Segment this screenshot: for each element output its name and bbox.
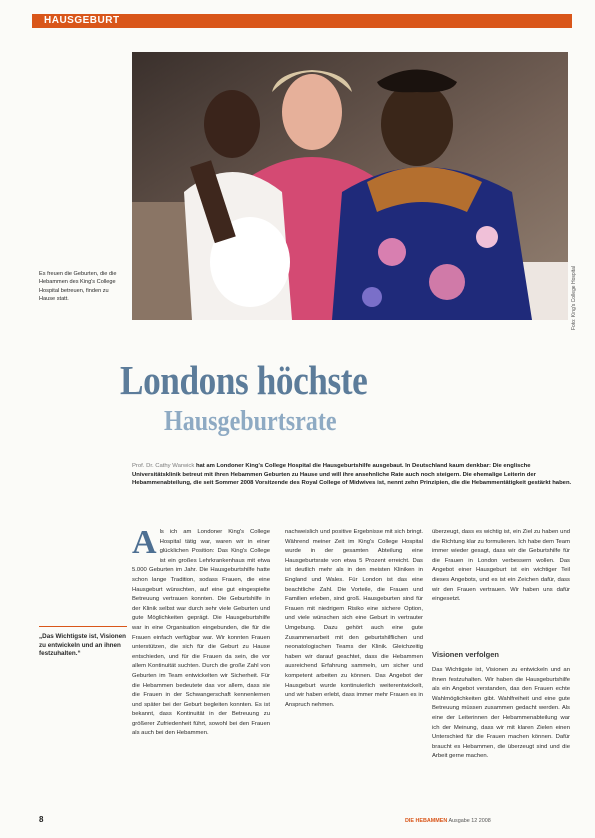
text-column-1	[132, 528, 270, 818]
article-lead	[132, 462, 572, 488]
photo-illustration	[132, 52, 568, 320]
page-number: 8	[39, 815, 44, 824]
publication-name: DIE HEBAMMEN	[405, 818, 448, 824]
article-title: Londons höchste	[120, 357, 368, 403]
pull-quote: „Das Wichtigste ist, Visionen zu entwickeln und an ihnen festzuhalten.“	[39, 626, 127, 659]
column-3-text-top: überzeugt, dass es wichtig ist, ein Ziel zu haben und die Richtung klar zu formulieren. Ich habe dem Team immer wieder gesagt, dass wir die Geburtshilfe für die Frauen in London verbessern wollen. Das Angebot einer Hausgeburt ist ein wichtiger Teil dieses Angebots, und es ist ein Zeichen dafür, dass wir den Frauen vertrauen. Wir haben uns dafür eingesetzt.	[432, 529, 570, 603]
article-subtitle: Hausgeburtsrate	[164, 406, 337, 437]
text-column-3	[432, 528, 570, 818]
photo-credit: Foto: King's College Hospital	[571, 265, 577, 330]
column-1-text: ls ich am Londoner King's College Hospital tätig war, waren wir in einer glücklichen Position: Das King's College ist ein großes Lehrkrankenhaus mit etwa 5.000 Geburten im Jahr. Die Hausgeburtshilfe hatte schon lange Tradition, sodass Frauen, die eine Hausgeburt wünschten, auf eine gut eingespielte Betreuung vertrauen konnten. Die Geburtshilfe in der Klinik selbst war durch sehr viele Geburten und gute Möglichkeiten geprägt. Die Hausgeburtshilfe war in eine Organisation eingebunden, die für die Frauen einfach verfügbar war. Wir konnten Frauen unterstützen, die sich für die Geburt zu Hause entschieden, und für die Frauen da sein, die vor allem Kontinuität suchten. Durch die große Zahl von Geburten im Team entwickelten wir Sicherheit. Für die Hebammen bedeutete das vor allem, dass sie die Frauen in der Schwangerschaft kennenlernen und später bei der Geburt begleiten konnten. Es ist bekannt, dass Kontinuität in der Betreuung zu größerer Zufriedenheit führt, sowohl bei den Frauen als auch bei den Hebammen.	[132, 529, 270, 737]
photo-caption: Es freuen die Geburten, die die Hebammen des King's College Hospital betreuen, finden zu Hause statt.	[39, 271, 117, 302]
column-3-text-bottom: Das Wichtigste ist, Visionen zu entwickeln und an ihnen festzuhalten. Wir haben die Hausgeburtshilfe als ein Angebot verstanden, das den Frauen echte Wahlmöglichkeiten gibt. Wahlfreiheit und eine gute Betreuung müssen zusammen gedacht werden. Als eine der Leiterinnen der Hebammenabteilung war ich der Meinung, dass wir mit klaren Zielen einen Unterschied für die Frauen machen können. Dafür braucht es Hebammen, die überzeugt sind und die Arbeit gerne machen.	[432, 667, 570, 760]
footer-publication	[405, 818, 491, 824]
drop-cap: A	[132, 528, 157, 561]
section-subheading: Visionen verfolgen	[432, 650, 499, 659]
issue-label: Ausgabe 12 2008	[448, 818, 491, 824]
section-label: HAUSGEBURT	[44, 15, 120, 26]
text-column-2	[285, 528, 423, 818]
lead-text: hat am Londoner King's College Hospital die Hausgeburtshilfe ausgebaut. In Deutschland kaum denkbar: Die englische Universitätsklinik betreut mit ihren Hebammen Geburten zu Hause und will ihre ansehnliche Rate auch noch steigern. Die ehemalige Leiterin der Hebammenabteilung, die seit Sommer 2008 Vorsitzende des Royal College of Midwives ist, nennt zehn Prinzipien, die die Hebammentätigkeit gestärkt haben.	[132, 463, 572, 487]
column-2-text: nachweislich und positive Ergebnisse mit sich bringt. Während meiner Zeit im King's College Hospital wurde in der gesamten Abteilung eine Hausgeburtsrate von etwa 5 Prozent erreicht. Das ist deutlich mehr als in den meisten Kliniken in England und Wales. Für London ist das eine beachtliche Zahl. Die Vorteile, die Frauen und Familien erleben, sind groß. Hausgeburten sind für Frauen mit niedrigem Risiko eine sichere Option, und viele wünschen sich eine Geburt in vertrauter Umgebung. Dazu gehört auch eine gute Zusammenarbeit mit den geburtshilflichen und neonatologischen Teams der Klinik. Gleichzeitig haben wir darauf geachtet, dass die Hebammen ausreichend Erfahrung sammeln, um sicher und kompetent arbeiten zu können. Das Angebot der Hausgeburt wurde kontinuierlich weiterentwickelt, und wir haben erlebt, dass immer mehr Frauen es in Anspruch nehmen.	[285, 529, 423, 708]
article-photo	[132, 52, 568, 320]
lead-author: Prof. Dr. Cathy Warwick	[132, 463, 196, 469]
